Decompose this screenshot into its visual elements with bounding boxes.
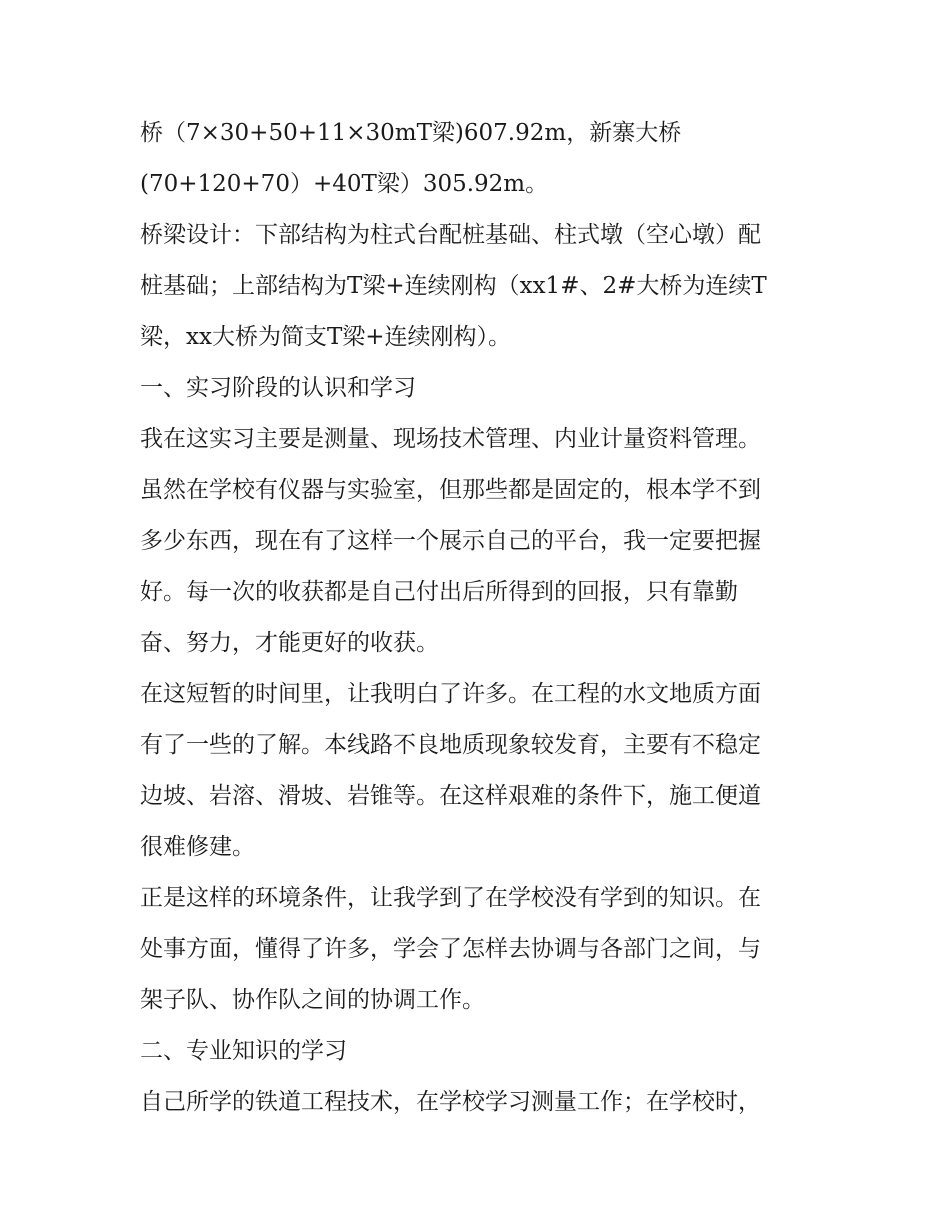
text-line: 自己所学的铁道工程技术，在学校学习测量工作；在学校时， [140, 1089, 761, 1115]
text-line: 正是这样的环境条件，让我学到了在学校没有学到的知识。在 [140, 885, 761, 911]
text-line: 边坡、岩溶、滑坡、岩锥等。在这样艰难的条件下，施工便道 [140, 783, 761, 809]
text-line: 梁，xx大桥为简支T梁+连续刚构）。 [140, 324, 512, 350]
text-line: 桩基础；上部结构为T梁+连续刚构（xx1#、2#大桥为连续T [140, 273, 767, 299]
text-line: 桥梁设计：下部结构为柱式台配桩基础、柱式墩（空心墩）配 [140, 222, 761, 248]
text-line: 处事方面，懂得了许多，学会了怎样去协调与各部门之间，与 [140, 936, 761, 962]
text-line: 有了一些的了解。本线路不良地质现象较发育，主要有不稳定 [140, 732, 761, 758]
document-body [140, 108, 820, 1128]
text-line: 桥（7×30+50+11×30mT梁)607.92m，新寨大桥 [140, 120, 682, 146]
text-line: 我在这实习主要是测量、现场技术管理、内业计量资料管理。 [140, 426, 761, 452]
text-line: 多少东西，现在有了这样一个展示自己的平台，我一定要把握 [140, 528, 761, 554]
text-line: 好。每一次的收获都是自己付出后所得到的回报，只有靠勤 [140, 579, 738, 605]
text-line: 奋、努力，才能更好的收获。 [140, 630, 439, 656]
section-heading: 一、实习阶段的认识和学习 [140, 375, 416, 401]
section-heading: 二、专业知识的学习 [140, 1038, 347, 1064]
text-line: 虽然在学校有仪器与实验室，但那些都是固定的，根本学不到 [140, 477, 761, 503]
text-line: 很难修建。 [140, 834, 255, 860]
text-line: 在这短暂的时间里，让我明白了许多。在工程的水文地质方面 [140, 681, 761, 707]
text-line: 架子队、协作队之间的协调工作。 [140, 987, 485, 1013]
text-line: (70+120+70）+40T梁）305.92m。 [140, 171, 549, 197]
